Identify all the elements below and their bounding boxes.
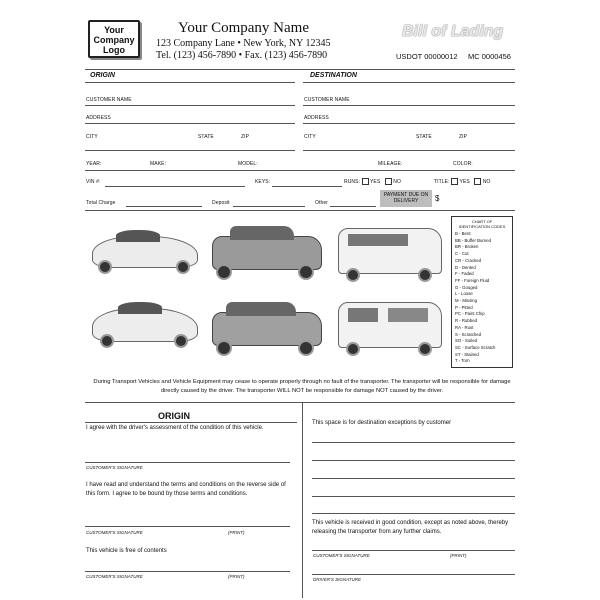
destination-customer-field[interactable] <box>303 105 515 106</box>
logo-line-2: Company <box>93 35 135 45</box>
transport-disclaimer: During Transport Vehicles and Vehicle Equipment may cease to operate properly through no fault of the transporter. The transporter will be responsible for damage directly caused by the driver. The transporter WILL NOT be responsible for damage NOT caused by the driver. <box>93 379 511 394</box>
destination-heading-line <box>303 82 515 83</box>
company-logo <box>88 20 140 58</box>
usdot-number: USDOT 00000012 <box>396 52 458 61</box>
terms-agreement-text: I have read and understand the terms and conditions on the reverse side of this form. I agree to be bound by those terms and conditions. <box>86 482 286 497</box>
runs-yes-checkbox[interactable] <box>362 178 369 185</box>
vin-label: VIN #: <box>86 179 101 185</box>
logo-line-1: Your <box>104 25 124 35</box>
customer-signature-line-1[interactable] <box>85 462 290 463</box>
code-item: FF - Foreign Fluid <box>455 277 490 283</box>
van-rear-diagram <box>334 296 444 362</box>
destination-address-label: ADDRESS <box>304 115 329 121</box>
total-charge-field[interactable] <box>126 206 202 207</box>
origin-heading-line <box>85 82 295 83</box>
runs-yes-label: YES <box>369 178 381 185</box>
title-no-label: NO <box>482 178 491 185</box>
title-yes-checkbox[interactable] <box>451 178 458 185</box>
origin-heading: ORIGIN <box>90 72 115 79</box>
runs-group <box>344 178 401 185</box>
code-item: RA - Rust <box>455 324 474 330</box>
exceptions-line-3[interactable] <box>312 478 515 479</box>
driver-signature-label: DRIVER'S SIGNATURE <box>313 577 362 582</box>
destination-exceptions-text: This space is for destination exceptions by customer <box>312 420 452 426</box>
color-label: COLOR: <box>453 161 473 167</box>
vehicle-info-field[interactable] <box>85 170 515 171</box>
make-label: MAKE: <box>150 161 167 167</box>
code-item: R - Rubbed <box>455 318 477 324</box>
customer-signature-label-1: CUSTOMER'S SIGNATURE <box>86 465 143 470</box>
keys-label: KEYS: <box>255 179 271 185</box>
company-address: 123 Company Lane • New York, NY 12345 <box>156 38 331 49</box>
sedan-front-diagram <box>88 222 200 282</box>
code-item: BB - Buffer Burned <box>455 237 491 243</box>
suv-front-diagram <box>208 220 324 284</box>
destination-address-field[interactable] <box>303 123 515 124</box>
code-item: G - Gouged <box>455 284 478 290</box>
logo-line-3: Logo <box>103 45 125 55</box>
exceptions-line-2[interactable] <box>312 460 515 461</box>
company-phones: Tel. (123) 456-7890 • Fax. (123) 456-7890 <box>156 50 328 61</box>
customer-signature-line-3[interactable] <box>85 571 290 572</box>
destination-city-field[interactable] <box>303 150 515 151</box>
model-label: MODEL: <box>238 161 258 167</box>
code-item: M - Missing <box>455 298 477 304</box>
code-item: PC - Paint Chip <box>455 311 485 317</box>
other-label: Other <box>315 200 329 206</box>
customer-signature-label-4: CUSTOMER'S SIGNATURE <box>313 553 370 558</box>
payment-due-badge: PAYMENT DUE ON DELIVERY <box>380 190 432 207</box>
identification-codes-chart <box>451 216 513 368</box>
title-yes-label: YES <box>459 178 470 185</box>
code-item: B - Bent <box>455 231 471 236</box>
deposit-field[interactable] <box>233 206 305 207</box>
mc-number: MC 0000456 <box>468 52 511 61</box>
origin-zip-label: ZIP <box>241 134 250 140</box>
other-field[interactable] <box>330 206 376 207</box>
disclaimer-divider <box>85 402 515 403</box>
print-label-1: (PRINT) <box>228 530 245 535</box>
top-divider <box>85 69 515 70</box>
deposit-label: Deposit <box>212 200 230 206</box>
company-name: Your Company Name <box>178 20 309 36</box>
title-no-checkbox[interactable] <box>474 178 481 185</box>
exceptions-line-5[interactable] <box>312 513 515 514</box>
code-item: D - Dented <box>455 264 476 270</box>
origin-customer-label: CUSTOMER NAME <box>86 97 132 103</box>
good-condition-text: This vehicle is received in good condition, except as noted above, thereby releasing the transporter from any further claims. <box>312 520 509 535</box>
origin-city-field[interactable] <box>85 150 295 151</box>
suv-rear-diagram <box>208 296 324 360</box>
code-item: L - Loose <box>455 291 473 297</box>
print-label-2: (PRINT) <box>228 574 245 579</box>
van-front-diagram <box>334 222 444 286</box>
customer-signature-label-2: CUSTOMER'S SIGNATURE <box>86 530 143 535</box>
code-item: C - Cut <box>455 251 469 257</box>
exceptions-line-1[interactable] <box>312 442 515 443</box>
customer-signature-line-4[interactable] <box>312 550 515 551</box>
title-group <box>434 178 491 185</box>
customer-signature-label-3: CUSTOMER'S SIGNATURE <box>86 574 143 579</box>
dollar-sign: $ <box>435 194 440 203</box>
codes-list <box>452 231 512 365</box>
title-label: TITLE: <box>434 178 450 185</box>
runs-no-label: NO <box>393 178 401 185</box>
print-label-3: (PRINT) <box>450 553 467 558</box>
year-label: YEAR: <box>86 161 102 167</box>
destination-customer-label: CUSTOMER NAME <box>304 97 350 103</box>
code-item: F - Faded <box>455 271 474 277</box>
sedan-rear-diagram <box>88 294 200 356</box>
code-item: S - Scratched <box>455 331 482 337</box>
chart-title: CHART OF IDENTIFICATION CODES <box>458 219 506 229</box>
code-item: SC - Surface Scratch <box>455 344 496 350</box>
charges-divider <box>85 210 515 211</box>
mileage-label: MILEAGE: <box>378 161 403 167</box>
agree-assessment-text: I agree with the driver's assessment of the condition of this vehicle. <box>86 425 264 431</box>
free-of-contents-text: This vehicle is free of contents <box>86 548 167 554</box>
exceptions-line-4[interactable] <box>312 496 515 497</box>
destination-zip-label: ZIP <box>459 134 468 140</box>
code-item: P - Pitted <box>455 304 473 310</box>
origin-state-label: STATE <box>198 134 214 140</box>
origin-customer-field[interactable] <box>85 105 295 106</box>
code-item: CR - Cracked <box>455 257 482 263</box>
origin-address-label: ADDRESS <box>86 115 111 121</box>
bottom-origin-heading: ORIGIN <box>158 411 191 421</box>
bottom-column-divider <box>302 402 303 598</box>
vin-field[interactable] <box>105 186 245 187</box>
bottom-origin-line <box>85 422 297 423</box>
code-item: SO - Soiled <box>455 338 477 344</box>
driver-signature-line[interactable] <box>312 574 515 575</box>
customer-signature-line-2[interactable] <box>85 526 290 527</box>
code-item: BR - Broken <box>455 244 479 250</box>
runs-no-checkbox[interactable] <box>385 178 392 185</box>
runs-label: RUNS: <box>344 178 361 185</box>
document-title: Bill of Lading <box>402 23 504 40</box>
destination-state-label: STATE <box>416 134 432 140</box>
keys-field[interactable] <box>272 186 342 187</box>
code-item: ST - Stained <box>455 351 479 357</box>
destination-heading: DESTINATION <box>310 72 357 79</box>
total-charge-label: Total Charge <box>86 200 116 206</box>
destination-city-label: CITY <box>304 134 316 140</box>
origin-city-label: CITY <box>86 134 98 140</box>
origin-address-field[interactable] <box>85 123 295 124</box>
code-item: T - Torn <box>455 358 470 364</box>
